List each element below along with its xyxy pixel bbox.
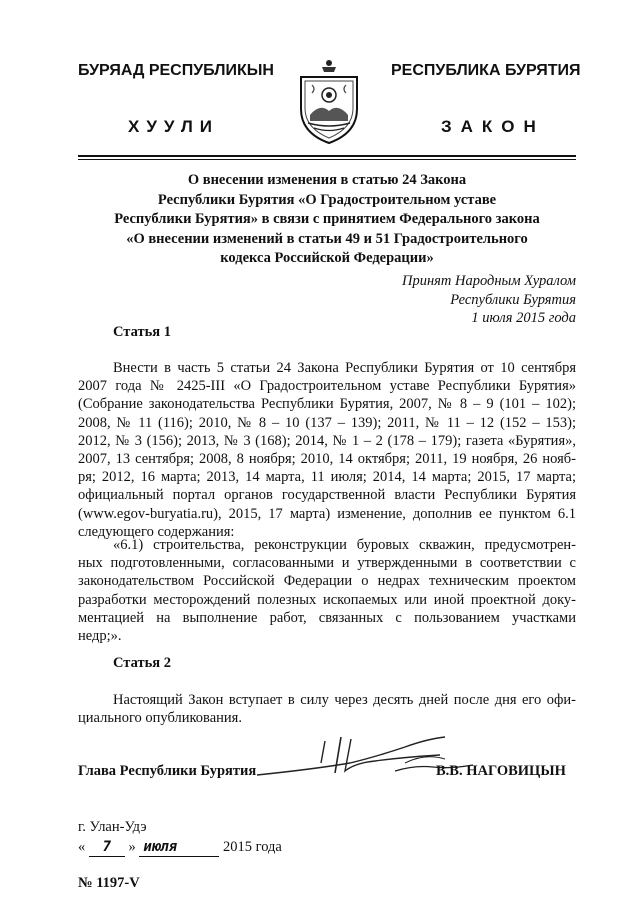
- text-line: ментацией на выполнение работ, связанных с пользованием участками: [78, 609, 576, 626]
- text-line: законодательством Российской Федерации о недрах техническим проектом: [78, 573, 576, 590]
- law-title-line: «О внесении изменений в статьи 49 и 51 Градостроительного: [126, 230, 528, 247]
- header-left-title: БУРЯАД РЕСПУБЛИКЫН: [78, 62, 274, 79]
- article-1-heading: Статья 1: [113, 324, 171, 340]
- signer-position: Глава Республики Бурятия: [78, 763, 257, 779]
- date-open-quote: «: [78, 839, 86, 855]
- text-line: недр;».: [78, 628, 122, 645]
- law-title-line: Республики Бурятия» в связи с принятием Федерального закона: [114, 211, 540, 227]
- date-close-quote: »: [128, 839, 136, 855]
- text-line: 2007, 13 сентября; 2008, 8 ноября; 2010, 14 октября; 2011, 19 ноября, 26 нояб-: [78, 451, 576, 468]
- header-divider-thick: [78, 155, 576, 157]
- date-year: 2015 года: [223, 839, 282, 855]
- text-line: (Собрание законодательства Республики Бурятия, 2007, № 8 – 9 (101 – 102);: [78, 396, 576, 413]
- text-line: (www.egov-buryatia.ru), 2015, 17 марта) изменение, дополнив ее пунктом 6.1: [78, 505, 576, 522]
- article-2-paragraph: [78, 691, 576, 727]
- adoption-line: 1 июля 2015 года: [471, 310, 576, 326]
- law-title-line: Республики Бурятия «О Градостроительном уставе: [157, 191, 497, 208]
- text-line: «6.1) строительства, реконструкции буровых скважин, предусмотрен-: [113, 537, 576, 553]
- text-line: 2007 года № 2425-III «О Градостроительном уставе Республики Бурятия»: [78, 378, 576, 395]
- article-1-paragraph-2: [78, 536, 576, 645]
- signer-name: В.В. НАГОВИЦЫН: [436, 763, 566, 779]
- text-line: 2008, № 11 (116); 2010, № 8 – 10 (137 – 139); 2011, № 11 – 12 (152 – 153);: [78, 414, 576, 431]
- adoption-note: [402, 272, 576, 328]
- header-divider-thin: [78, 159, 576, 160]
- law-title-line: кодекса Российской Федерации»: [220, 250, 434, 266]
- header-right-title: РЕСПУБЛИКА БУРЯТИЯ: [391, 62, 581, 79]
- text-line: ных подготовленными, согласованными и утвержденными в соответствии с: [78, 555, 576, 572]
- date-month: июля: [143, 839, 178, 855]
- adoption-line: Принят Народным Хуралом: [401, 273, 576, 289]
- header-law-left: ХУУЛИ: [128, 117, 219, 136]
- law-title-line: О внесении изменения в статью 24 Закона: [187, 172, 467, 188]
- coat-of-arms-icon: [292, 55, 366, 145]
- header-law-right: ЗАКОН: [441, 117, 545, 136]
- text-line: Настоящий Закон вступает в силу через десять дней после дня его офи-: [113, 692, 576, 708]
- text-line: официальный портал органов государственной власти Республики Бурятия: [78, 487, 576, 504]
- text-line: разработки месторождений полезных ископаемых или иной проектной доку-: [78, 591, 576, 608]
- text-line: Внести в часть 5 статьи 24 Закона Республики Бурятия от 10 сентября: [113, 360, 576, 376]
- date-day: 7: [102, 839, 112, 855]
- place-of-signing: г. Улан-Удэ: [78, 819, 147, 835]
- text-line: циального опубликования.: [78, 710, 242, 727]
- text-line: следующего содержания:: [78, 523, 235, 540]
- law-number: № 1197-V: [78, 875, 140, 891]
- signing-date: [78, 839, 282, 857]
- law-title: [78, 171, 576, 269]
- text-line: ря; 2012, 16 марта; 2013, 14 марта, 11 июля; 2014, 14 марта; 2015, 17 марта;: [78, 469, 576, 486]
- article-1-paragraph-1: [78, 359, 576, 541]
- text-line: 2012, № 3 (156); 2013, № 3 (168); 2014, № 1 – 2 (178 – 179); газета «Бурятия»,: [78, 432, 576, 449]
- adoption-line: Республики Бурятия: [450, 291, 576, 308]
- article-2-heading: Статья 2: [113, 655, 171, 671]
